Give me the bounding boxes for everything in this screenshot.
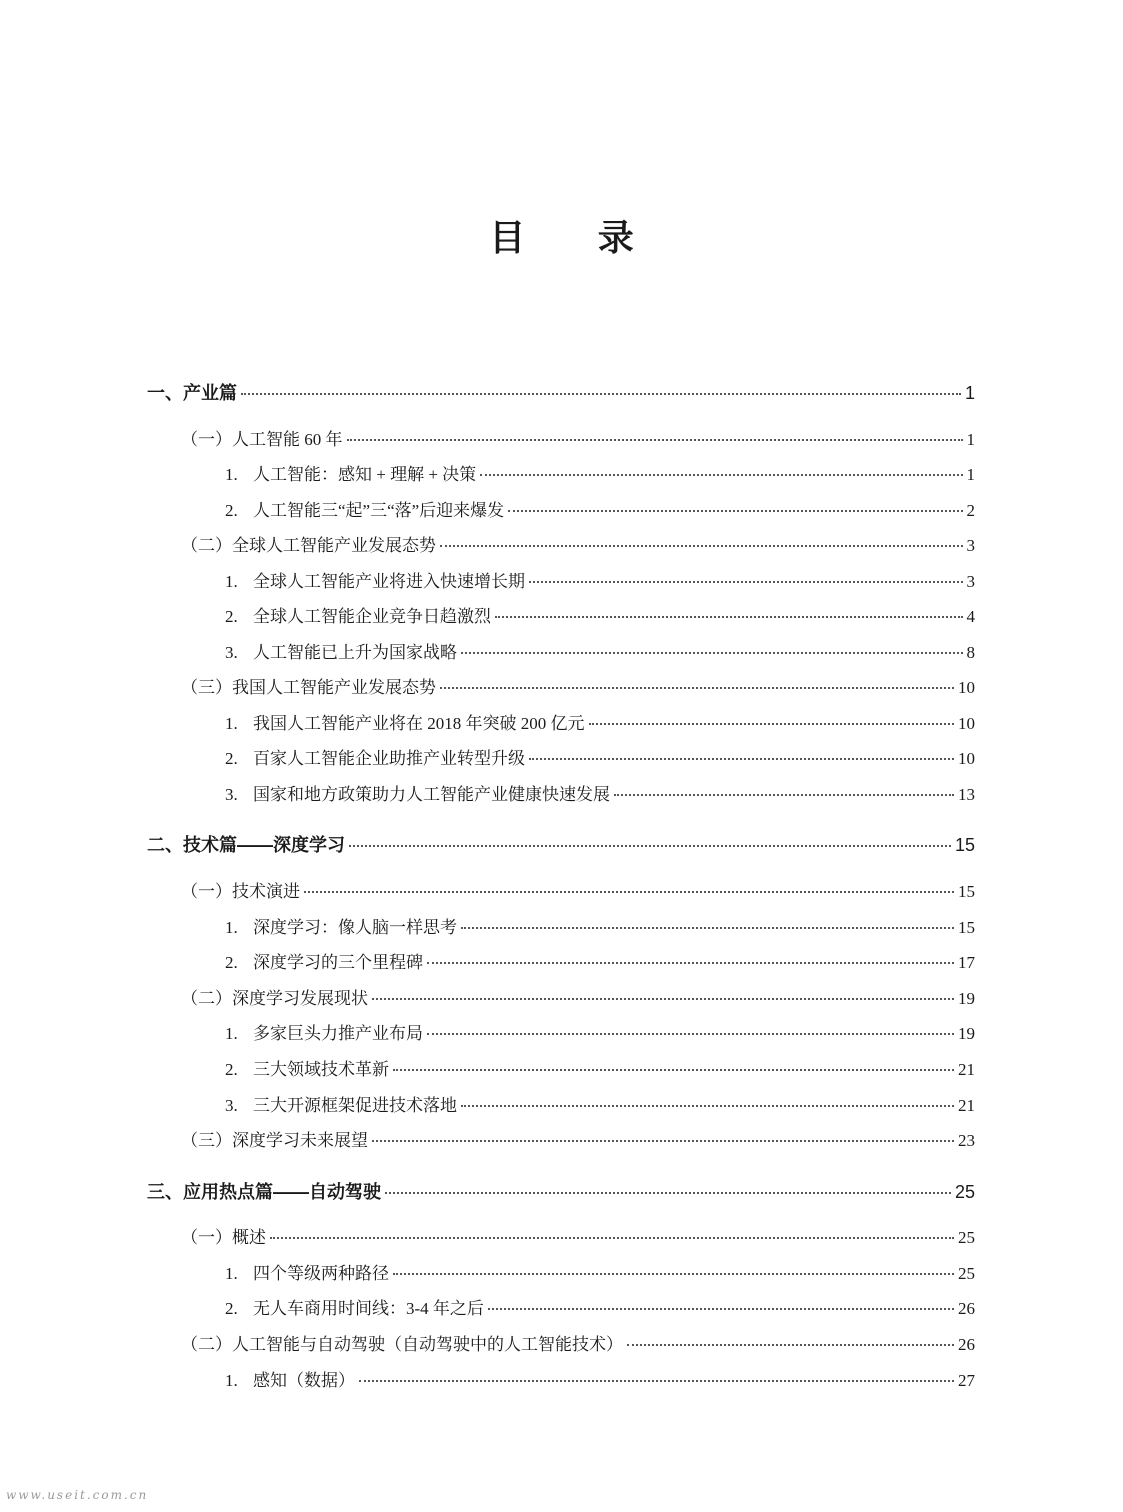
dot-leader xyxy=(589,723,955,725)
toc-subsection[interactable] xyxy=(225,460,975,485)
toc-entry-title xyxy=(181,1126,368,1151)
toc-page-number: 26 xyxy=(958,1299,975,1318)
toc-entry-label: 三大领域技术革新 xyxy=(253,1060,389,1079)
toc-page-number: 19 xyxy=(958,1024,975,1043)
toc-page-number: 25 xyxy=(958,1264,975,1283)
toc-entry-title xyxy=(225,1259,389,1284)
toc-page-number: 13 xyxy=(958,785,975,804)
dot-leader xyxy=(349,845,951,847)
toc-entry-label: 一、产业篇 xyxy=(147,383,237,403)
toc-subsection[interactable] xyxy=(225,709,975,734)
toc-entry-label: 我国人工智能产业将在 2018 年突破 200 亿元 xyxy=(253,714,585,733)
toc-entry-label: 深度学习的三个里程碑 xyxy=(253,953,423,972)
toc-page-number: 21 xyxy=(958,1060,975,1079)
toc-section[interactable] xyxy=(181,1330,975,1355)
toc-page-number: 25 xyxy=(954,1182,975,1202)
toc-subsection[interactable] xyxy=(225,567,975,592)
toc-entry-label: 无人车商用时间线：3-4 年之后 xyxy=(253,1299,484,1318)
toc-entry-label: 二、技术篇——深度学习 xyxy=(147,835,345,855)
toc-entry-index: 2. xyxy=(225,953,238,972)
dot-leader xyxy=(359,1380,954,1382)
toc-page-number: 21 xyxy=(958,1096,975,1115)
toc-entry-index: 1. xyxy=(225,1024,238,1043)
dot-leader xyxy=(440,687,954,689)
toc-entry-label: （一）技术演进 xyxy=(181,882,300,901)
toc-page-number: 15 xyxy=(954,835,975,855)
toc-part[interactable] xyxy=(147,831,975,857)
toc-entry-index: 1. xyxy=(225,465,238,484)
toc-page-number: 26 xyxy=(958,1335,975,1354)
watermark: www.useit.com.cn xyxy=(6,1488,149,1502)
dot-leader xyxy=(461,652,963,654)
toc-entry-title xyxy=(181,1223,266,1248)
toc-entry-index: 1. xyxy=(225,918,238,937)
dot-leader xyxy=(529,758,954,760)
toc-subsection[interactable] xyxy=(225,744,975,769)
toc-part[interactable] xyxy=(147,1178,975,1204)
toc-subsection[interactable] xyxy=(225,496,975,521)
toc-entry-title xyxy=(225,460,476,485)
toc-entry-index: 2. xyxy=(225,749,238,768)
toc-entry-title xyxy=(181,877,300,902)
toc-entry-index: 3. xyxy=(225,785,238,804)
toc-entry-title xyxy=(225,709,585,734)
toc-entry-index: 1. xyxy=(225,572,238,591)
toc-entry-title xyxy=(225,1019,423,1044)
toc-entry-label: （三）深度学习未来展望 xyxy=(181,1131,368,1150)
toc-entry-title xyxy=(147,1178,381,1204)
toc-entry-label: 国家和地方政策助力人工智能产业健康快速发展 xyxy=(253,785,610,804)
toc-entry-title xyxy=(225,567,525,592)
dot-leader xyxy=(495,616,963,618)
toc-subsection[interactable] xyxy=(225,1259,975,1284)
dot-leader xyxy=(393,1273,954,1275)
toc-section[interactable] xyxy=(181,531,975,556)
toc-entry-label: 三大开源框架促进技术落地 xyxy=(253,1096,457,1115)
dot-leader xyxy=(304,891,954,893)
toc-entry-title xyxy=(225,1294,484,1319)
toc-section[interactable] xyxy=(181,877,975,902)
toc-entry-label: （二）全球人工智能产业发展态势 xyxy=(181,536,436,555)
toc-entry-label: 多家巨头力推产业布局 xyxy=(253,1024,423,1043)
toc-entry-label: 深度学习：像人脑一样思考 xyxy=(253,918,457,937)
toc-page-number: 3 xyxy=(966,572,975,591)
toc-entry-index: 2. xyxy=(225,1060,238,1079)
toc-subsection[interactable] xyxy=(225,1019,975,1044)
toc-entry-index: 1. xyxy=(225,714,238,733)
toc-entry-index: 2. xyxy=(225,1299,238,1318)
toc-entry-label: 全球人工智能企业竞争日趋激烈 xyxy=(253,607,491,626)
toc-entry-index: 1. xyxy=(225,1264,238,1283)
toc-page-number: 25 xyxy=(958,1228,975,1247)
toc-section[interactable] xyxy=(181,984,975,1009)
dot-leader xyxy=(347,439,963,441)
toc-entry-label: 四个等级两种路径 xyxy=(253,1264,389,1283)
toc-page-number: 19 xyxy=(958,989,975,1008)
toc-entry-label: 百家人工智能企业助推产业转型升级 xyxy=(253,749,525,768)
toc-entry-label: （三）我国人工智能产业发展态势 xyxy=(181,678,436,697)
toc-page-number: 27 xyxy=(958,1371,975,1390)
toc-entry-title xyxy=(225,602,491,627)
toc-page-number: 23 xyxy=(958,1131,975,1150)
toc-entry-label: （一）概述 xyxy=(181,1228,266,1247)
dot-leader xyxy=(372,1140,954,1142)
toc-entry-index: 3. xyxy=(225,643,238,662)
page-title: 目 录 xyxy=(489,218,664,259)
toc-entry-title xyxy=(181,1330,623,1355)
toc-entry-index: 3. xyxy=(225,1096,238,1115)
toc-page-number: 3 xyxy=(966,536,975,555)
toc-page-number: 10 xyxy=(958,749,975,768)
toc-entry-label: 人工智能三“起”三“落”后迎来爆发 xyxy=(253,501,505,520)
toc-subsection[interactable] xyxy=(225,1294,975,1319)
toc-entry-title xyxy=(225,913,457,938)
toc-subsection[interactable] xyxy=(225,948,975,973)
toc-page-number: 10 xyxy=(958,678,975,697)
toc-entry-title xyxy=(147,831,345,857)
toc-section[interactable] xyxy=(181,425,975,450)
dot-leader xyxy=(385,1192,951,1194)
dot-leader xyxy=(627,1344,954,1346)
toc-entry-index: 2. xyxy=(225,607,238,626)
toc-entry-title xyxy=(225,780,610,805)
toc-subsection[interactable] xyxy=(225,780,975,805)
toc-entry-title xyxy=(181,531,436,556)
toc-subsection[interactable] xyxy=(225,913,975,938)
toc-entry-title xyxy=(225,1055,389,1080)
toc-entry-title xyxy=(225,744,525,769)
dot-leader xyxy=(440,545,963,547)
dot-leader xyxy=(461,927,954,929)
toc-entry-title xyxy=(225,638,457,663)
toc-section[interactable] xyxy=(181,1126,975,1151)
toc-page-number: 1 xyxy=(964,383,975,403)
toc-entry-title xyxy=(147,379,237,405)
toc-entry-label: 人工智能已上升为国家战略 xyxy=(253,643,457,662)
toc-subsection[interactable] xyxy=(225,1366,975,1391)
toc-entry-index: 1. xyxy=(225,1371,238,1390)
toc-entry-label: （二）人工智能与自动驾驶（自动驾驶中的人工智能技术） xyxy=(181,1335,623,1354)
toc-section[interactable] xyxy=(181,1223,975,1248)
dot-leader xyxy=(488,1308,954,1310)
toc-page-number: 8 xyxy=(966,643,975,662)
dot-leader xyxy=(480,474,962,476)
toc-entry-title xyxy=(225,1366,355,1391)
toc-page-number: 15 xyxy=(958,882,975,901)
toc-part[interactable] xyxy=(147,379,975,405)
dot-leader xyxy=(270,1237,954,1239)
toc-entry-label: （一）人工智能 60 年 xyxy=(181,430,343,449)
toc-subsection[interactable] xyxy=(225,1091,975,1116)
toc-section[interactable] xyxy=(181,673,975,698)
toc-entry-index: 2. xyxy=(225,501,238,520)
toc-entry-title xyxy=(181,425,343,450)
toc-entry-title xyxy=(181,984,368,1009)
toc-page-number: 1 xyxy=(966,430,975,449)
dot-leader xyxy=(427,1033,954,1035)
toc-entry-title xyxy=(225,496,504,521)
dot-leader xyxy=(529,581,963,583)
dot-leader xyxy=(427,962,954,964)
toc-entry-label: 感知（数据） xyxy=(253,1371,355,1390)
toc-subsection[interactable] xyxy=(225,602,975,627)
toc-page-number: 17 xyxy=(958,953,975,972)
toc-entry-label: 人工智能：感知 + 理解 + 决策 xyxy=(253,465,477,484)
dot-leader xyxy=(393,1069,954,1071)
toc-entry-label: 全球人工智能产业将进入快速增长期 xyxy=(253,572,525,591)
toc-entry-label: （二）深度学习发展现状 xyxy=(181,989,368,1008)
toc-subsection[interactable] xyxy=(225,638,975,663)
toc-page-number: 1 xyxy=(966,465,975,484)
toc-entry-label: 三、应用热点篇——自动驾驶 xyxy=(147,1182,381,1202)
toc-page-number: 15 xyxy=(958,918,975,937)
toc-subsection[interactable] xyxy=(225,1055,975,1080)
toc-entry-title xyxy=(181,673,436,698)
toc-page-number: 2 xyxy=(966,501,975,520)
toc-page-number: 10 xyxy=(958,714,975,733)
toc-page-number: 4 xyxy=(966,607,975,626)
dot-leader xyxy=(614,794,954,796)
toc-entry-title xyxy=(225,1091,457,1116)
dot-leader xyxy=(508,510,962,512)
dot-leader xyxy=(461,1105,954,1107)
toc-entry-title xyxy=(225,948,423,973)
dot-leader xyxy=(241,393,961,395)
dot-leader xyxy=(372,998,954,1000)
